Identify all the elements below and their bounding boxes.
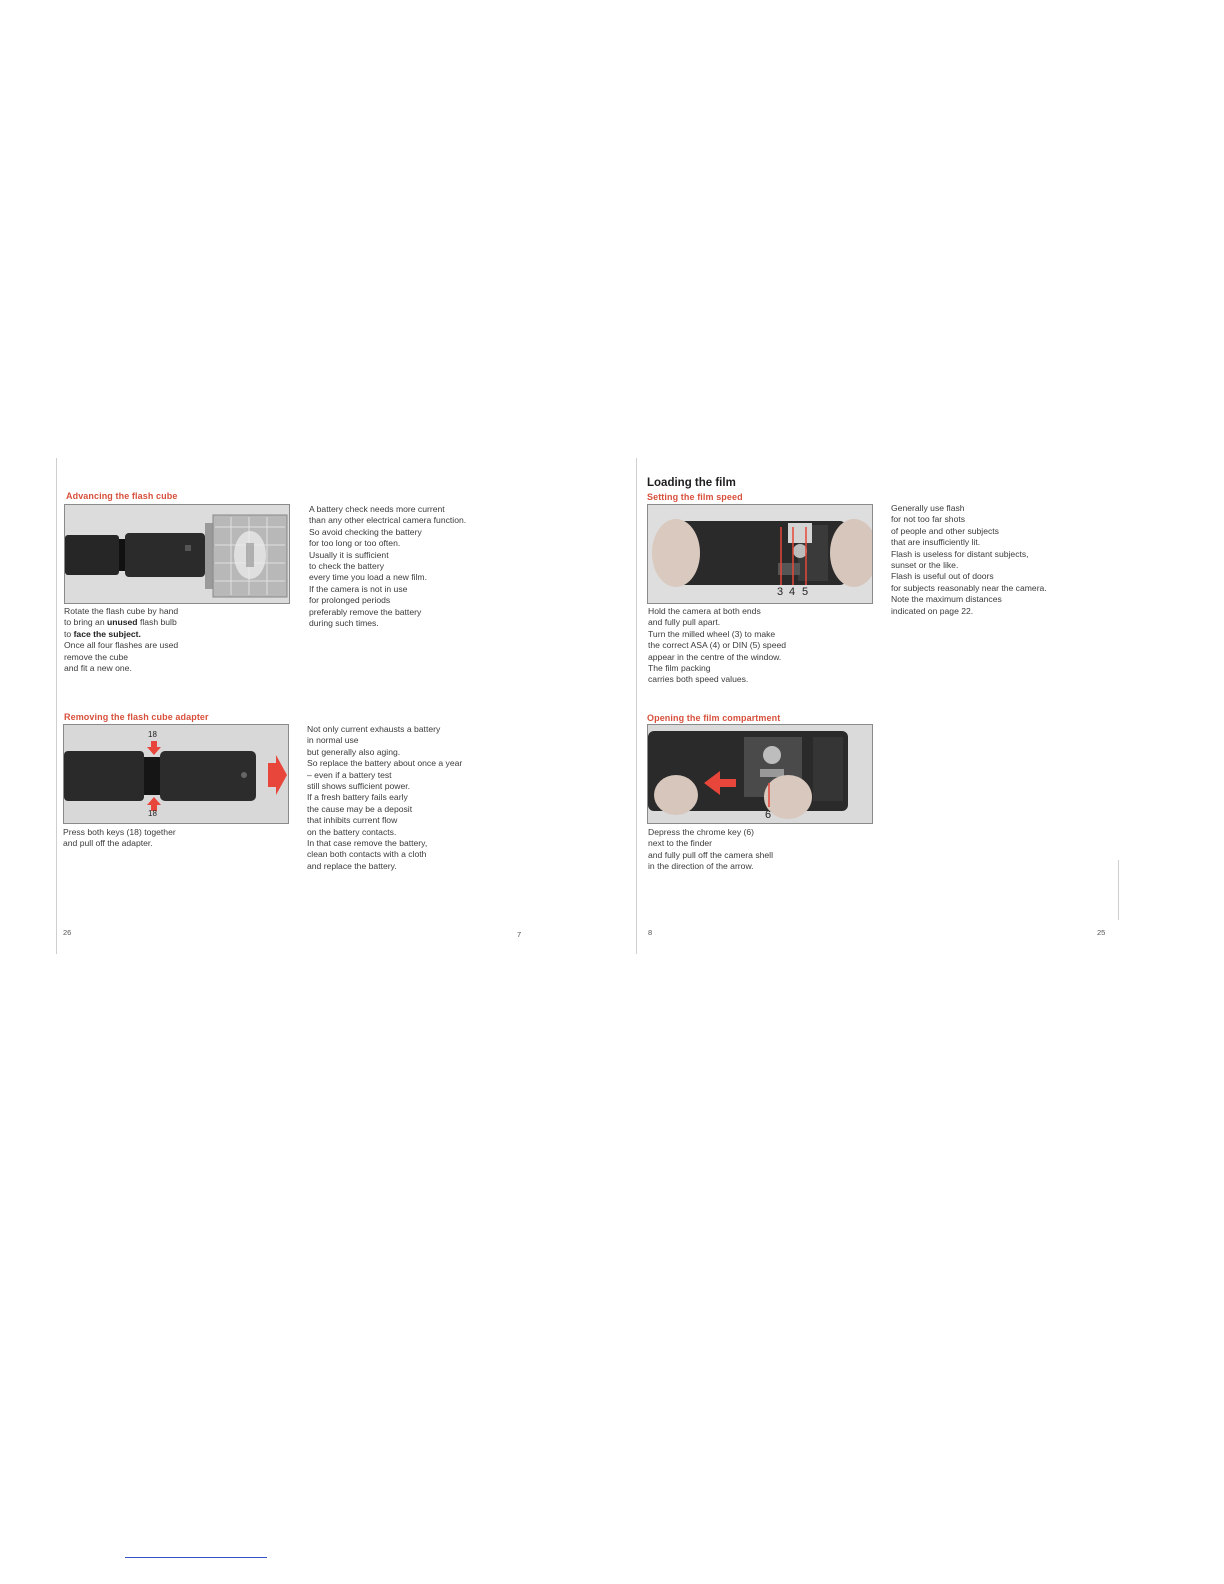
caption-line: carries both speed values. <box>648 674 749 685</box>
key-label-top: 18 <box>148 730 157 739</box>
flash-cube-photo <box>64 504 290 604</box>
caption-line: Hold the camera at both ends <box>648 606 761 616</box>
caption-line: Press both keys (18) together <box>63 827 176 837</box>
caption-line: Once all four flashes are used <box>64 640 179 651</box>
caption-line: and fit a new one. <box>64 663 132 674</box>
text-line: preferably remove the battery <box>309 606 422 617</box>
text-line: clean both contacts with a cloth <box>307 849 427 860</box>
label-5: 5 <box>802 586 809 598</box>
caption-line: Rotate the flash cube by hand <box>64 606 179 616</box>
right-page-edge <box>636 458 637 954</box>
caption-line: Depress the chrome key (6) <box>648 827 755 837</box>
caption-line: to bring an unused flash bulb <box>64 617 177 628</box>
section-heading-setting-film-speed: Setting the film speed <box>647 492 743 502</box>
section-heading-advancing-flash-cube: Advancing the flash cube <box>66 491 178 501</box>
caption-line: Turn the milled wheel (3) to make <box>648 628 776 639</box>
flash-usage-text <box>891 503 1047 617</box>
text-line: for too long or too often. <box>309 538 401 549</box>
text-line: that inhibits current flow <box>307 815 398 826</box>
caption-line: the correct ASA (4) or DIN (5) speed <box>648 640 787 651</box>
text-line: that are insufficiently lit. <box>891 537 981 548</box>
film-speed-photo <box>647 504 873 604</box>
text-line: to check the battery <box>309 561 384 572</box>
caption-line: The film packing <box>648 663 711 674</box>
right-margin-edge <box>1118 860 1119 920</box>
text-line: for not too far shots <box>891 514 966 525</box>
text-line: for subjects reasonably near the camera. <box>891 582 1047 593</box>
flash-cube-caption <box>64 606 178 674</box>
label-6: 6 <box>765 809 772 821</box>
caption-line: and fully pull apart. <box>648 617 721 628</box>
text-line: Note the maximum distances <box>891 594 1002 605</box>
text-line: than any other electrical camera function. <box>309 515 467 526</box>
footer-link-rule <box>125 1557 267 1558</box>
page-number-25: 25 <box>1097 928 1106 937</box>
section-heading-removing-adapter: Removing the flash cube adapter <box>64 712 209 722</box>
text-line: If the camera is not in use <box>309 583 408 594</box>
text-line: So avoid checking the battery <box>309 526 422 537</box>
text-line: but generally also aging. <box>307 746 401 757</box>
text-line: indicated on page 22. <box>891 605 974 616</box>
page-number-26: 26 <box>63 928 72 937</box>
label-4: 4 <box>789 586 796 598</box>
caption-line: appear in the centre of the window. <box>648 651 782 662</box>
text-line: still shows sufficient power. <box>307 781 411 792</box>
film-compartment-photo <box>647 724 873 824</box>
text-line: Not only current exhausts a battery <box>307 724 441 734</box>
page-number-7: 7 <box>517 930 522 939</box>
text-line: and replace the battery. <box>307 860 397 871</box>
text-line: on the battery contacts. <box>307 826 397 837</box>
caption-line: and fully pull off the camera shell <box>648 849 773 860</box>
text-line: Usually it is sufficient <box>309 549 389 560</box>
text-line: the cause may be a deposit <box>307 803 413 814</box>
adapter-photo <box>63 724 289 824</box>
text-line: during such times. <box>309 618 379 629</box>
text-line: – even if a battery test <box>307 769 392 780</box>
text-line: every time you load a new film. <box>309 572 427 583</box>
caption-line: remove the cube <box>64 651 129 662</box>
key-label-bottom: 18 <box>148 809 157 818</box>
caption-line: and pull off the adapter. <box>63 838 153 849</box>
page-title: Loading the film <box>647 477 736 489</box>
adapter-caption <box>63 827 176 850</box>
film-compartment-caption <box>648 827 773 873</box>
text-line: sunset or the like. <box>891 560 959 571</box>
text-line: for prolonged periods <box>309 595 391 606</box>
text-line: Flash is useless for distant subjects, <box>891 548 1029 559</box>
label-3: 3 <box>777 586 784 598</box>
left-page-edge <box>56 458 57 954</box>
text-line: So replace the battery about once a year <box>307 758 463 769</box>
caption-line: next to the finder <box>648 838 713 849</box>
text-line: A battery check needs more current <box>309 504 445 514</box>
text-line: In that case remove the battery, <box>307 838 428 849</box>
text-line: Generally use flash <box>891 503 965 513</box>
battery-aging-text <box>307 724 462 872</box>
caption-line: to face the subject. <box>64 628 141 639</box>
text-line: of people and other subjects <box>891 525 999 536</box>
film-speed-caption <box>648 606 786 686</box>
page-number-8: 8 <box>648 928 653 937</box>
battery-check-text <box>309 504 466 629</box>
text-line: in normal use <box>307 735 359 746</box>
section-heading-opening-compartment: Opening the film compartment <box>647 713 781 723</box>
caption-line: in the direction of the arrow. <box>648 861 754 872</box>
text-line: Flash is useful out of doors <box>891 571 994 582</box>
text-line: If a fresh battery fails early <box>307 792 408 803</box>
